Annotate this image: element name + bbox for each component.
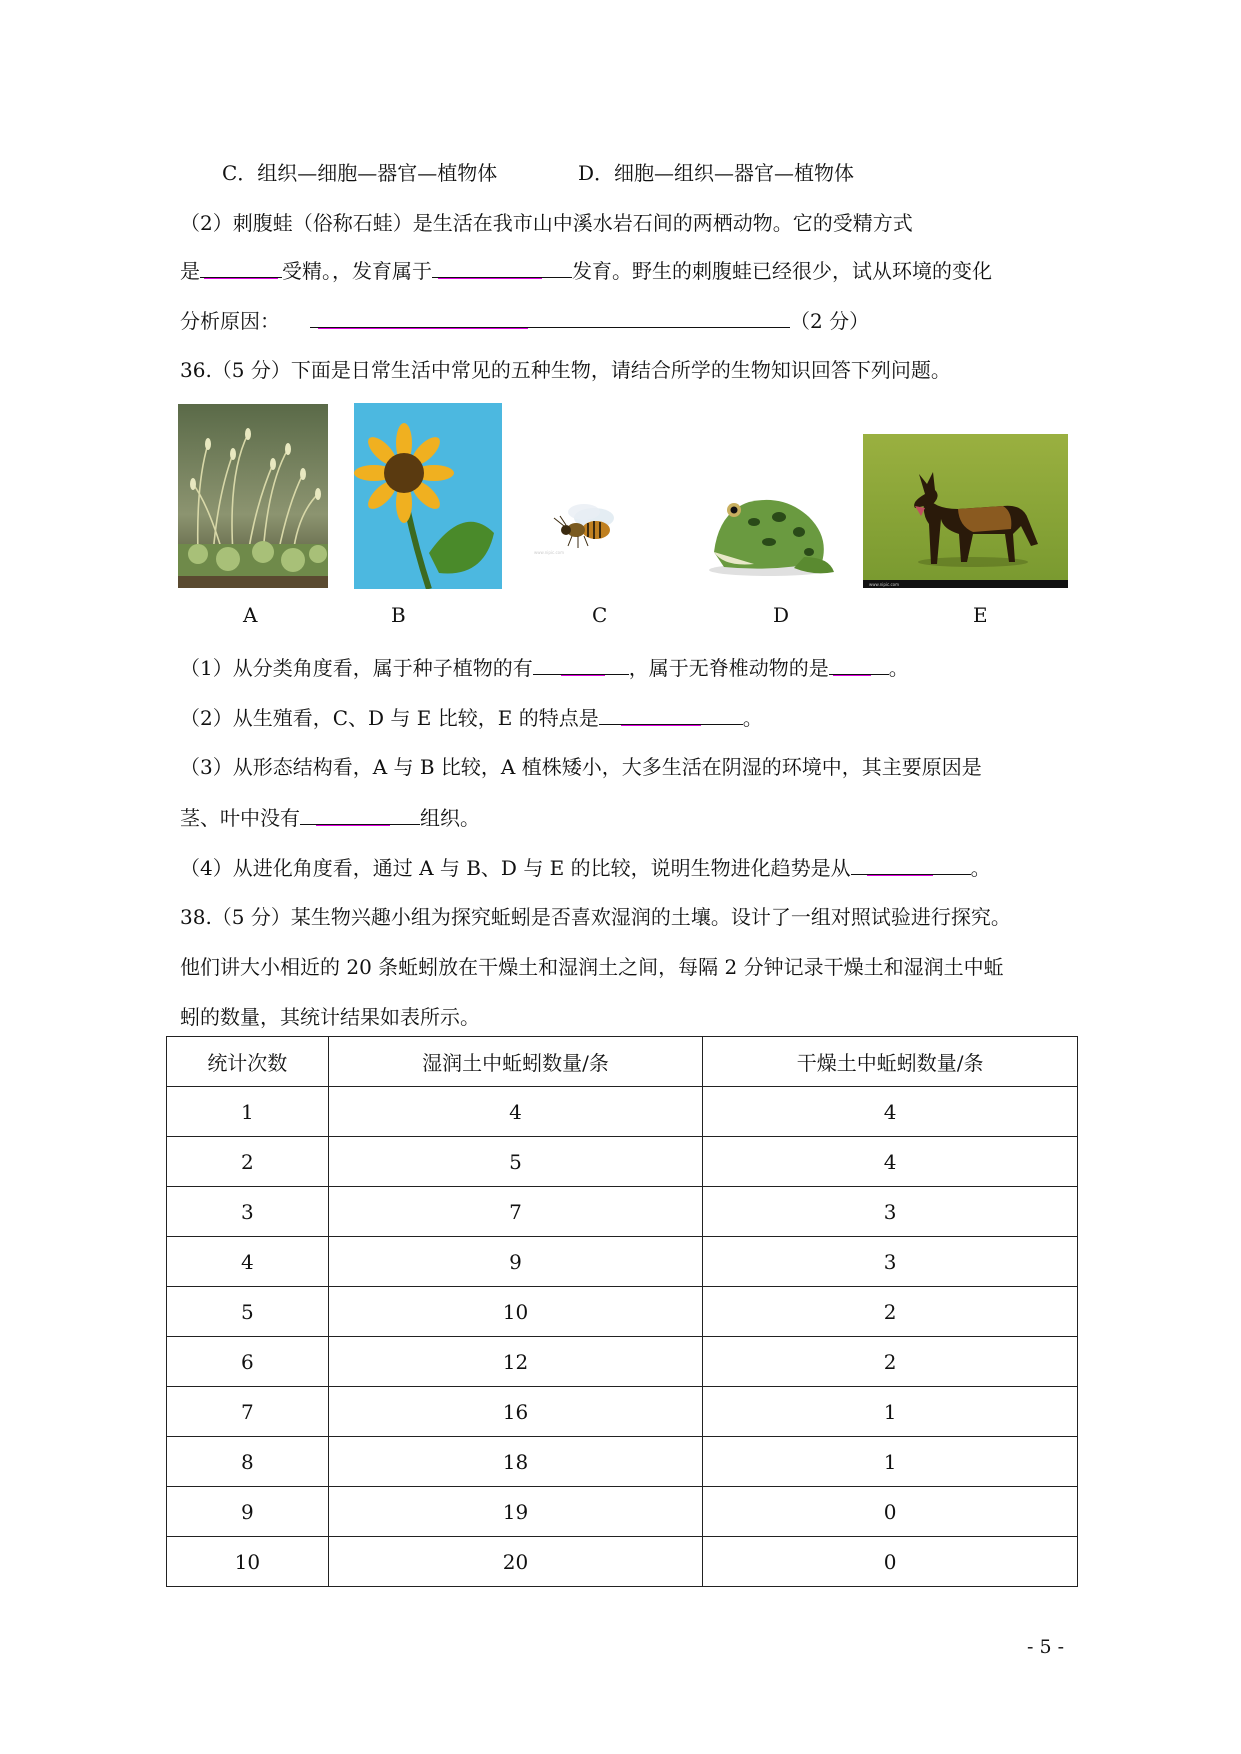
answer-blank[interactable]: [310, 305, 790, 328]
table-cell: 8: [167, 1437, 329, 1487]
table-cell: 3: [703, 1237, 1078, 1287]
table-cell: 12: [328, 1337, 703, 1387]
table-cell: 18: [328, 1437, 703, 1487]
answer-blank[interactable]: [599, 702, 743, 725]
table-cell: 5: [328, 1137, 703, 1187]
header-count: 统计次数: [167, 1037, 329, 1087]
table-cell: 2: [167, 1137, 329, 1187]
q38-line3: 蚓的数量，其统计结果如表所示。: [180, 1005, 480, 1029]
table-cell: 1: [703, 1387, 1078, 1437]
table-row: [167, 1537, 1078, 1587]
bee-photo: [524, 488, 634, 558]
q38-line1: 38.（5 分）某生物兴趣小组为探究蚯蚓是否喜欢湿润的土壤。设计了一组对照试验进行探究。: [180, 905, 1011, 929]
sunflower-photo: [354, 403, 502, 589]
table-cell: 4: [703, 1137, 1078, 1187]
image-label-d: D: [773, 603, 790, 627]
q36-sub2: （2）从生殖看，C、D 与 E 比较，E 的特点是 。: [180, 702, 763, 733]
q36-sub1: （1）从分类角度看，属于种子植物的有 ，属于无脊椎动物的是 。: [180, 652, 909, 683]
table-row: [167, 1387, 1078, 1437]
table-row: [167, 1087, 1078, 1137]
table-cell: 4: [328, 1087, 703, 1137]
table-cell: 6: [167, 1337, 329, 1387]
table-cell: 10: [167, 1537, 329, 1587]
table-cell: 0: [703, 1537, 1078, 1587]
table-cell: 5: [167, 1287, 329, 1337]
table-cell: 3: [703, 1187, 1078, 1237]
image-label-b: B: [391, 603, 406, 627]
image-label-c: C: [592, 603, 608, 627]
svg-text:www.nipic.com: www.nipic.com: [869, 582, 900, 587]
table-row: [167, 1287, 1078, 1337]
table-cell: 4: [703, 1087, 1078, 1137]
q36-heading: 36.（5 分）下面是日常生活中常见的五种生物，请结合所学的生物知识回答下列问题。: [180, 358, 951, 382]
table-cell: 7: [167, 1387, 329, 1437]
table-row: [167, 1237, 1078, 1287]
table-cell: 0: [703, 1487, 1078, 1537]
table-cell: 4: [167, 1237, 329, 1287]
table-header-row: [167, 1037, 1078, 1087]
table-cell: 1: [167, 1087, 329, 1137]
table-cell: 10: [328, 1287, 703, 1337]
moss-photo: [178, 404, 328, 588]
option-d: D．细胞—组织—器官—植物体: [578, 161, 855, 185]
earthworm-table: [166, 1036, 1078, 1587]
table-cell: 16: [328, 1387, 703, 1437]
answer-blank[interactable]: [200, 255, 282, 278]
q36-sub3-line1: （3）从形态结构看，A 与 B 比较，A 植株矮小，大多生活在阴湿的环境中，其主要原因是: [180, 755, 982, 779]
q35-part2-line1: （2）刺腹蛙（俗称石蛙）是生活在我市山中溪水岩石间的两栖动物。它的受精方式: [180, 211, 913, 235]
table-cell: 2: [703, 1337, 1078, 1387]
answer-blank[interactable]: [829, 652, 889, 675]
table-row: [167, 1137, 1078, 1187]
image-label-a: A: [243, 603, 258, 627]
q35-part2-line2: 是 受精。，发育属于 发育。野生的刺腹蛙已经很少，试从环境的变化: [180, 255, 992, 286]
table-cell: 1: [703, 1437, 1078, 1487]
table-cell: 9: [328, 1237, 703, 1287]
table-cell: 2: [703, 1287, 1078, 1337]
table-cell: 3: [167, 1187, 329, 1237]
image-label-e: E: [973, 603, 988, 627]
dog-photo: [863, 434, 1068, 588]
answer-blank[interactable]: [300, 802, 420, 825]
page-number: - 5 -: [1027, 1636, 1065, 1658]
header-dry: 干燥土中蚯蚓数量/条: [703, 1037, 1078, 1087]
option-c: C．组织—细胞—器官—植物体: [222, 161, 498, 185]
table-cell: 20: [328, 1537, 703, 1587]
table-row: [167, 1487, 1078, 1537]
frog-photo: [694, 472, 842, 584]
table-cell: 7: [328, 1187, 703, 1237]
q36-sub3-line2: 茎、叶中没有 组织。: [180, 802, 480, 833]
table-cell: 9: [167, 1487, 329, 1537]
q36-sub4: （4）从进化角度看，通过 A 与 B、D 与 E 的比较，说明生物进化趋势是从 。: [180, 852, 991, 883]
q38-line2: 他们讲大小相近的 20 条蚯蚓放在干燥土和湿润土之间，每隔 2 分钟记录干燥土和湿润土中蚯: [180, 955, 1004, 979]
table-row: [167, 1337, 1078, 1387]
header-moist: 湿润土中蚯蚓数量/条: [328, 1037, 703, 1087]
table-cell: 19: [328, 1487, 703, 1537]
answer-blank[interactable]: [533, 652, 629, 675]
answer-blank[interactable]: [432, 255, 572, 278]
svg-text:www.nipic.com: www.nipic.com: [534, 550, 565, 555]
q35-part2-line3: 分析原因： （2 分）: [180, 305, 869, 336]
answer-blank[interactable]: [851, 852, 971, 875]
table-row: [167, 1437, 1078, 1487]
table-row: [167, 1187, 1078, 1237]
